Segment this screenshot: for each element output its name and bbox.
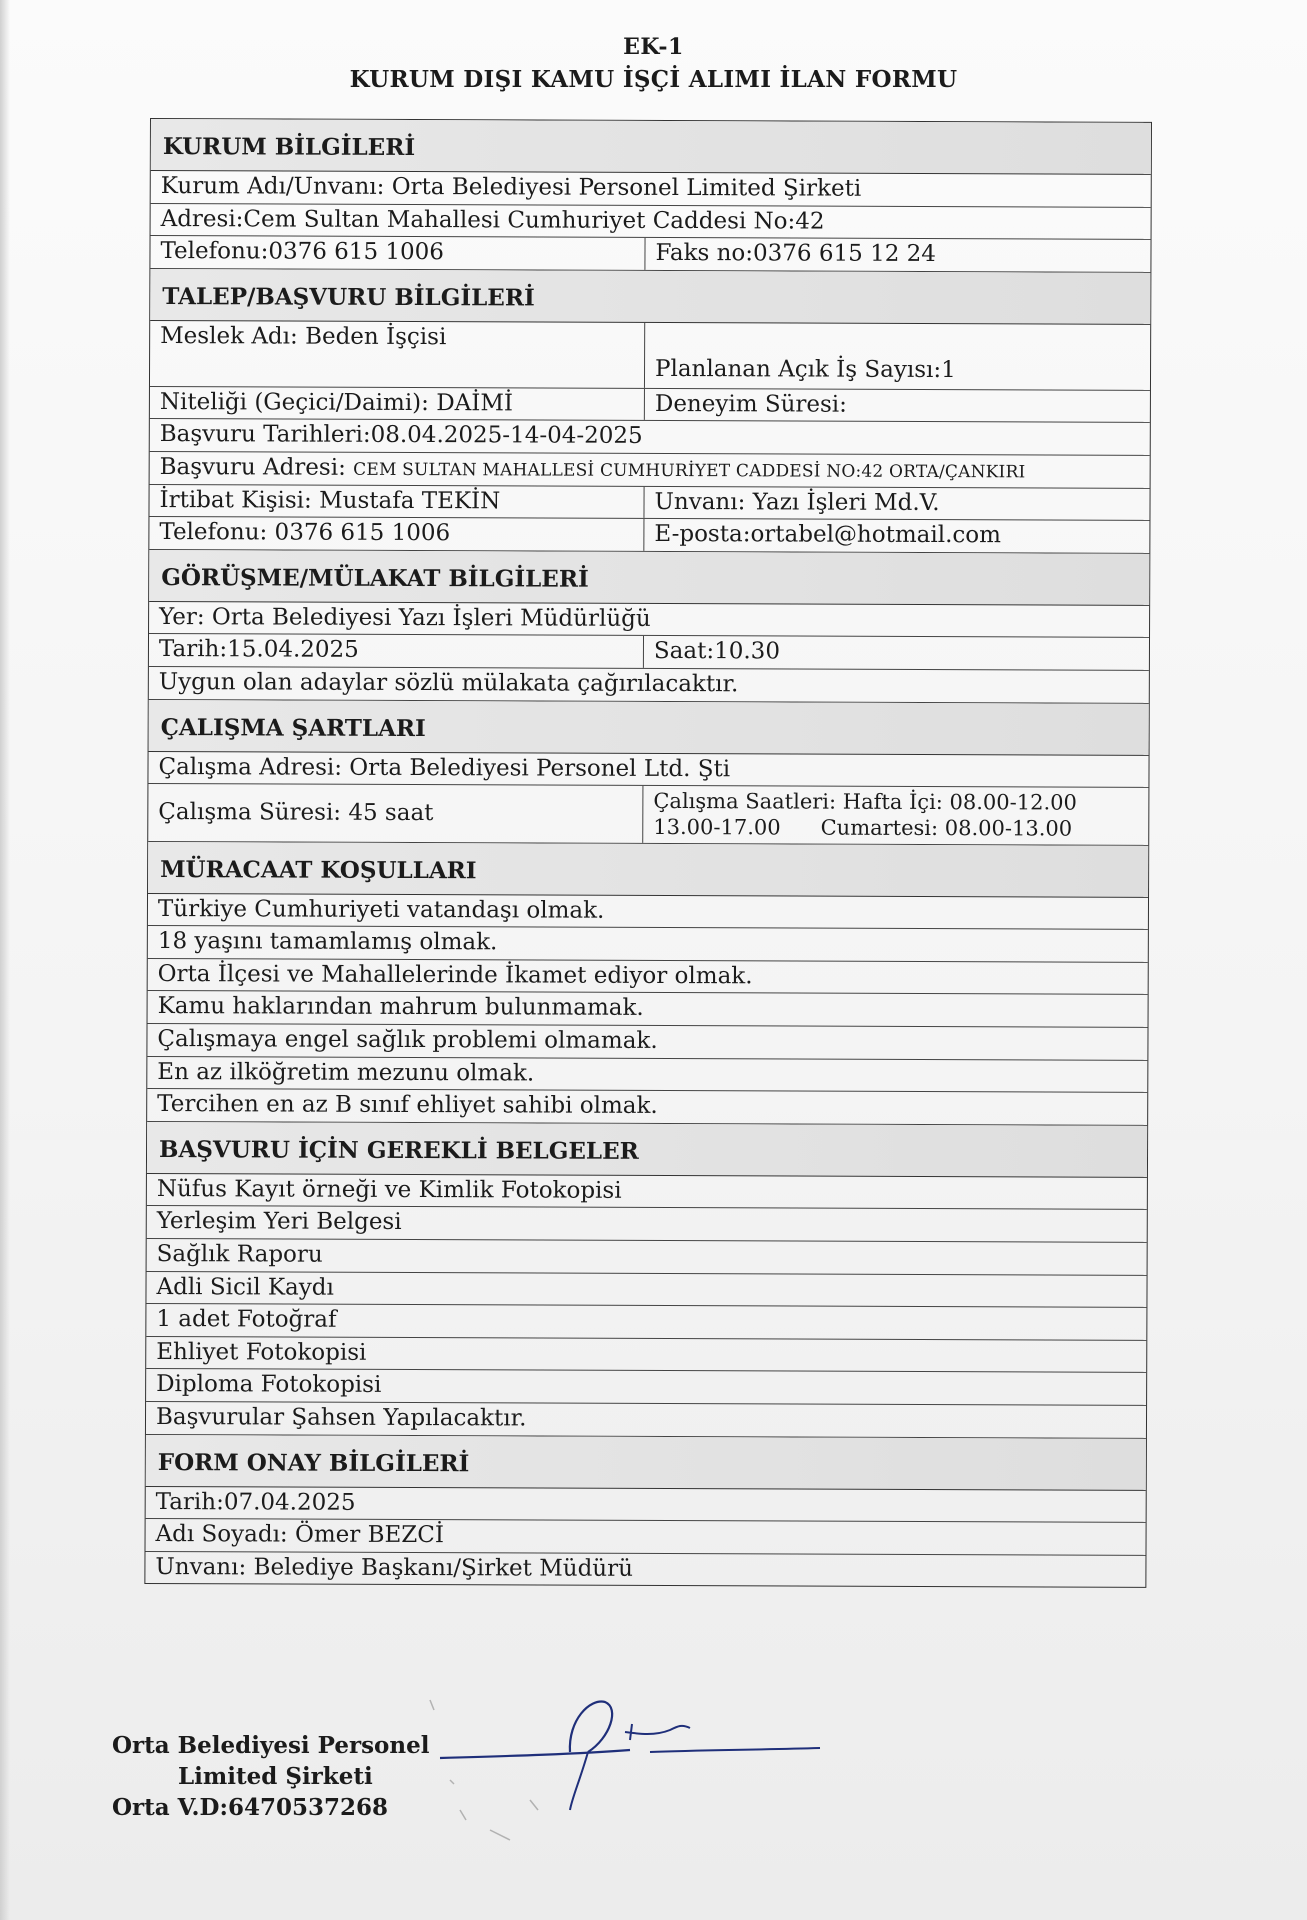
list-item: [147, 1206, 1147, 1242]
work-hours-weekday: Çalışma Saatleri: Hafta İçi: 08.00-12.00: [653, 789, 1077, 815]
interview-time: Saat:10.30: [653, 638, 781, 665]
form-row: [145, 1519, 1145, 1555]
list-item: [146, 1402, 1146, 1438]
work-hours-saturday: Cumartesi: 08.00-13.00: [820, 815, 1073, 841]
company-stamp-text: [112, 1730, 429, 1823]
list-item: [146, 1272, 1146, 1308]
work-duration: Çalışma Süresi: 45 saat: [148, 784, 643, 842]
form-row: [148, 752, 1148, 788]
document-item: Yerleşim Yeri Belgesi: [156, 1208, 402, 1236]
form-row: [149, 634, 1149, 670]
contact-phone: Telefonu: 0376 615 1006: [149, 517, 644, 550]
list-item: [148, 926, 1148, 962]
kurum-fax: Faks no:0376 615 12 24: [655, 240, 937, 268]
application-address-label: Başvuru Adresi:: [159, 454, 354, 481]
section-heading-calisma: ÇALIŞMA ŞARTLARI: [149, 700, 1149, 756]
document-item: Ehliyet Fotokopisi: [156, 1338, 367, 1366]
experience-duration: Deneyim Süresi:: [654, 390, 847, 418]
announcement-form: [144, 118, 1152, 1588]
document-item: Nüfus Kayıt örneği ve Kimlik Fotokopisi: [156, 1175, 622, 1204]
document-item: Sağlık Raporu: [156, 1241, 323, 1268]
list-item: [146, 1304, 1146, 1340]
form-row: [150, 387, 1150, 423]
document-item: Başvurular Şahsen Yapılacaktır.: [155, 1403, 527, 1432]
form-row: [151, 171, 1151, 207]
form-row: [146, 1487, 1146, 1523]
application-address: [150, 452, 1150, 487]
stamp-line-type: Limited Şirketi: [178, 1763, 373, 1791]
section-heading-belgeler: BAŞVURU İÇİN GEREKLİ BELGELER: [147, 1122, 1147, 1178]
form-row: [150, 419, 1150, 455]
requirement-item: Çalışmaya engel sağlık problemi olmamak.: [157, 1026, 658, 1054]
form-row: [149, 485, 1149, 521]
work-hours: [643, 786, 1148, 844]
list-item: [147, 1057, 1147, 1093]
requirement-item: 18 yaşını tamamlamış olmak.: [157, 928, 498, 956]
planned-openings: Planlanan Açık İş Sayısı:1: [654, 356, 956, 384]
list-item: [147, 1239, 1147, 1275]
approver-title: Unvanı: Belediye Başkanı/Şirket Müdürü: [155, 1553, 633, 1582]
stamp-line-taxno: Orta V.D:6470537268: [112, 1794, 388, 1822]
interview-place: Yer: Orta Belediyesi Yazı İşleri Müdürlüğü: [159, 603, 651, 632]
list-item: [148, 894, 1148, 930]
document-header: [0, 34, 1307, 93]
contact-person: İrtibat Kişisi: Mustafa TEKİN: [149, 485, 644, 518]
list-item: [147, 1089, 1147, 1125]
form-row: [149, 517, 1149, 553]
contact-email: E-posta:ortabel@hotmail.com: [654, 521, 1002, 549]
approver-name: Adı Soyadı: Ömer BEZCİ: [155, 1521, 445, 1549]
application-address-value: CEM SULTAN MAHALLESİ CUMHURİYET CADDESİ NO:42 ORTA/ÇANKIRI: [353, 459, 1026, 483]
list-item: [147, 1024, 1147, 1060]
kurum-phone: Telefonu:0376 615 1006: [150, 236, 645, 269]
annex-label: EK-1: [623, 34, 684, 60]
approval-date: Tarih:07.04.2025: [155, 1488, 356, 1516]
requirement-item: Tercihen en az B sınıf ehliyet sahibi olmak.: [157, 1091, 658, 1120]
form-row: [149, 667, 1149, 703]
work-hours-afternoon: 13.00-17.00: [653, 815, 781, 840]
kurum-name: Kurum Adı/Unvanı: Orta Belediyesi Personel Limited Şirketi: [160, 173, 862, 202]
document-item: Adli Sicil Kaydı: [156, 1273, 334, 1301]
contact-title: Unvanı: Yazı İşleri Md.V.: [654, 488, 940, 516]
application-dates: Başvuru Tarihleri:08.04.2025-14-04-2025: [159, 421, 643, 450]
profession-name: Meslek Adı: Beden İşçisi: [150, 321, 645, 388]
document-item: Diploma Fotokopisi: [156, 1371, 382, 1399]
form-row: [149, 602, 1149, 638]
kurum-address: Adresi:Cem Sultan Mahallesi Cumhuriyet Caddesi No:42: [160, 205, 825, 235]
job-nature: Niteliği (Geçici/Daimi): DAİMİ: [150, 387, 645, 420]
list-item: [147, 1174, 1147, 1210]
document-item: 1 adet Fotoğraf: [156, 1306, 337, 1333]
section-heading-mulakat: GÖRÜŞME/MÜLAKAT BİLGİLERİ: [149, 550, 1149, 606]
stamp-line-company: Orta Belediyesi Personel: [112, 1732, 430, 1759]
work-hours-line2: [653, 814, 1138, 842]
handwritten-signature: [420, 1680, 840, 1850]
list-item: [146, 1337, 1146, 1373]
form-title: KURUM DIŞI KAMU İŞÇİ ALIMI İLAN FORMU: [349, 66, 958, 93]
section-heading-kurum: KURUM BİLGİLERİ: [151, 119, 1151, 175]
requirement-item: Türkiye Cumhuriyeti vatandaşı olmak.: [157, 895, 605, 924]
form-row: [150, 321, 1150, 391]
work-address: Çalışma Adresi: Orta Belediyesi Personel Ltd. Şti: [158, 753, 731, 782]
interview-date: Tarih:15.04.2025: [149, 634, 644, 667]
list-item: [148, 959, 1148, 995]
list-item: [148, 991, 1148, 1027]
form-row: [150, 236, 1150, 272]
section-heading-talep: TALEP/BAŞVURU BİLGİLERİ: [150, 269, 1150, 325]
form-row: [145, 1552, 1145, 1587]
requirement-item: En az ilköğretim mezunu olmak.: [157, 1058, 535, 1087]
form-row: [148, 784, 1148, 845]
section-heading-onay: FORM ONAY BİLGİLERİ: [146, 1435, 1146, 1491]
requirement-item: Orta İlçesi ve Mahallelerinde İkamet ediyor olmak.: [157, 960, 753, 990]
list-item: [146, 1369, 1146, 1405]
requirement-item: Kamu haklarından mahrum bulunmamak.: [157, 993, 644, 1022]
form-row: [151, 204, 1151, 240]
form-row: [150, 452, 1150, 488]
interview-note: Uygun olan adaylar sözlü mülakata çağırılacaktır.: [158, 668, 739, 698]
section-heading-muracaat: MÜRACAAT KOŞULLARI: [148, 842, 1148, 898]
